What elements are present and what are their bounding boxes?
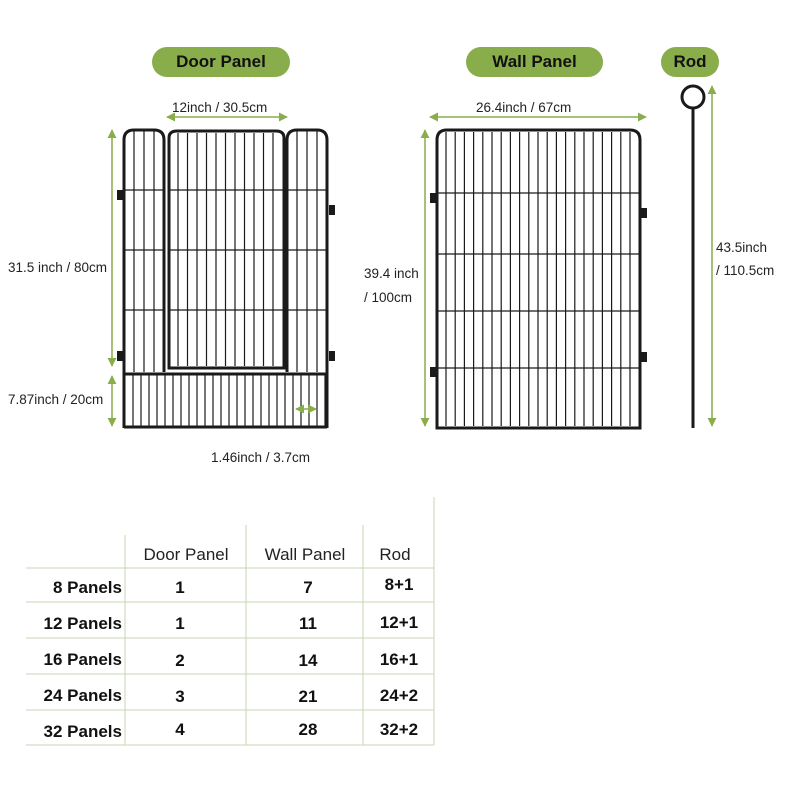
row-rod-count: 24+2 bbox=[379, 686, 419, 705]
wall-height-label-1: 39.4 inch bbox=[364, 266, 419, 281]
bar-spacing-label: 1.46inch / 3.7cm bbox=[211, 450, 311, 465]
row-wall-count: 21 bbox=[298, 687, 318, 706]
wall-panel-title: Wall Panel bbox=[466, 47, 603, 77]
row-rod-count: 8+1 bbox=[384, 575, 414, 594]
row-door-count: 1 bbox=[175, 614, 185, 633]
row-wall-count: 11 bbox=[299, 614, 317, 633]
row-door-count: 2 bbox=[175, 651, 185, 670]
door-width-label: 12inch / 30.5cm bbox=[172, 100, 268, 115]
row-wall-count: 14 bbox=[298, 651, 318, 670]
row-wall-count: 28 bbox=[298, 720, 318, 739]
row-rod-count: 32+2 bbox=[379, 720, 419, 739]
row-rod-count: 16+1 bbox=[379, 650, 419, 669]
rod-height-label-1: 43.5inch bbox=[716, 240, 768, 255]
row-door-count: 3 bbox=[175, 687, 185, 706]
table-header-wall: Wall Panel bbox=[264, 545, 346, 564]
door-height-label: 31.5 inch / 80cm bbox=[8, 260, 108, 275]
rod-height-label-2: / 110.5cm bbox=[716, 263, 775, 278]
row-label: 32 Panels bbox=[43, 722, 122, 741]
wall-panel-drawing bbox=[430, 130, 647, 428]
row-door-count: 1 bbox=[175, 578, 185, 597]
wall-height-label-2: / 100cm bbox=[364, 290, 413, 305]
wall-width-label: 26.4inch / 67cm bbox=[476, 100, 572, 115]
door-panel-drawing bbox=[117, 130, 335, 428]
table-header-rod: Rod bbox=[379, 545, 411, 564]
row-label: 8 Panels bbox=[53, 578, 122, 597]
row-door-count: 4 bbox=[175, 720, 185, 739]
row-label: 16 Panels bbox=[43, 650, 122, 669]
rod-title: Rod bbox=[661, 47, 719, 77]
row-rod-count: 12+1 bbox=[379, 613, 419, 632]
door-bottom-height-label: 7.87inch / 20cm bbox=[8, 392, 104, 407]
table-header-door: Door Panel bbox=[143, 545, 229, 564]
door-panel-title: Door Panel bbox=[152, 47, 290, 77]
row-wall-count: 7 bbox=[303, 578, 313, 597]
rod-drawing bbox=[682, 86, 704, 428]
row-label: 24 Panels bbox=[43, 686, 122, 705]
row-label: 12 Panels bbox=[43, 614, 122, 633]
